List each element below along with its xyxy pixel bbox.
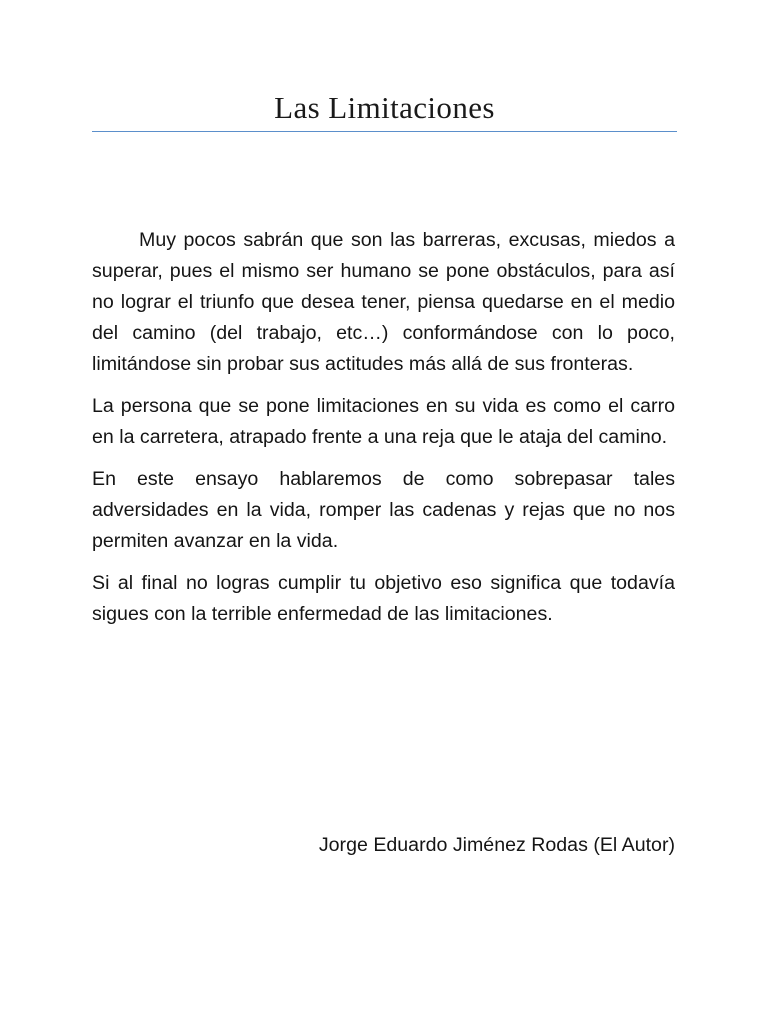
document-body: [92, 225, 675, 641]
paragraph-3: En este ensayo hablaremos de como sobrepasar tales adversidades en la vida, romper las cadenas y rejas que no nos permiten avanzar en la vida.: [92, 468, 675, 552]
paragraph-2: La persona que se pone limitaciones en su vida es como el carro en la carretera, atrapado frente a una reja que le ataja del camino.: [92, 395, 675, 448]
paragraph-1: Muy pocos sabrán que son las barreras, excusas, miedos a superar, pues el mismo ser humano se pone obstáculos, para así no lograr el triunfo que desea tener, piensa quedarse en el medio del camino (del trabajo, etc…) conformándose con lo poco, limitándose sin probar sus actitudes más allá de sus fronteras.: [92, 229, 675, 375]
document-title: Las Limitaciones: [274, 90, 495, 125]
author-signature: Jorge Eduardo Jiménez Rodas (El Autor): [318, 834, 675, 856]
title-underline: [92, 131, 677, 132]
paragraph-4: Si al final no logras cumplir tu objetivo eso significa que todavía sigues con la terrible enfermedad de las limitaciones.: [92, 572, 675, 625]
